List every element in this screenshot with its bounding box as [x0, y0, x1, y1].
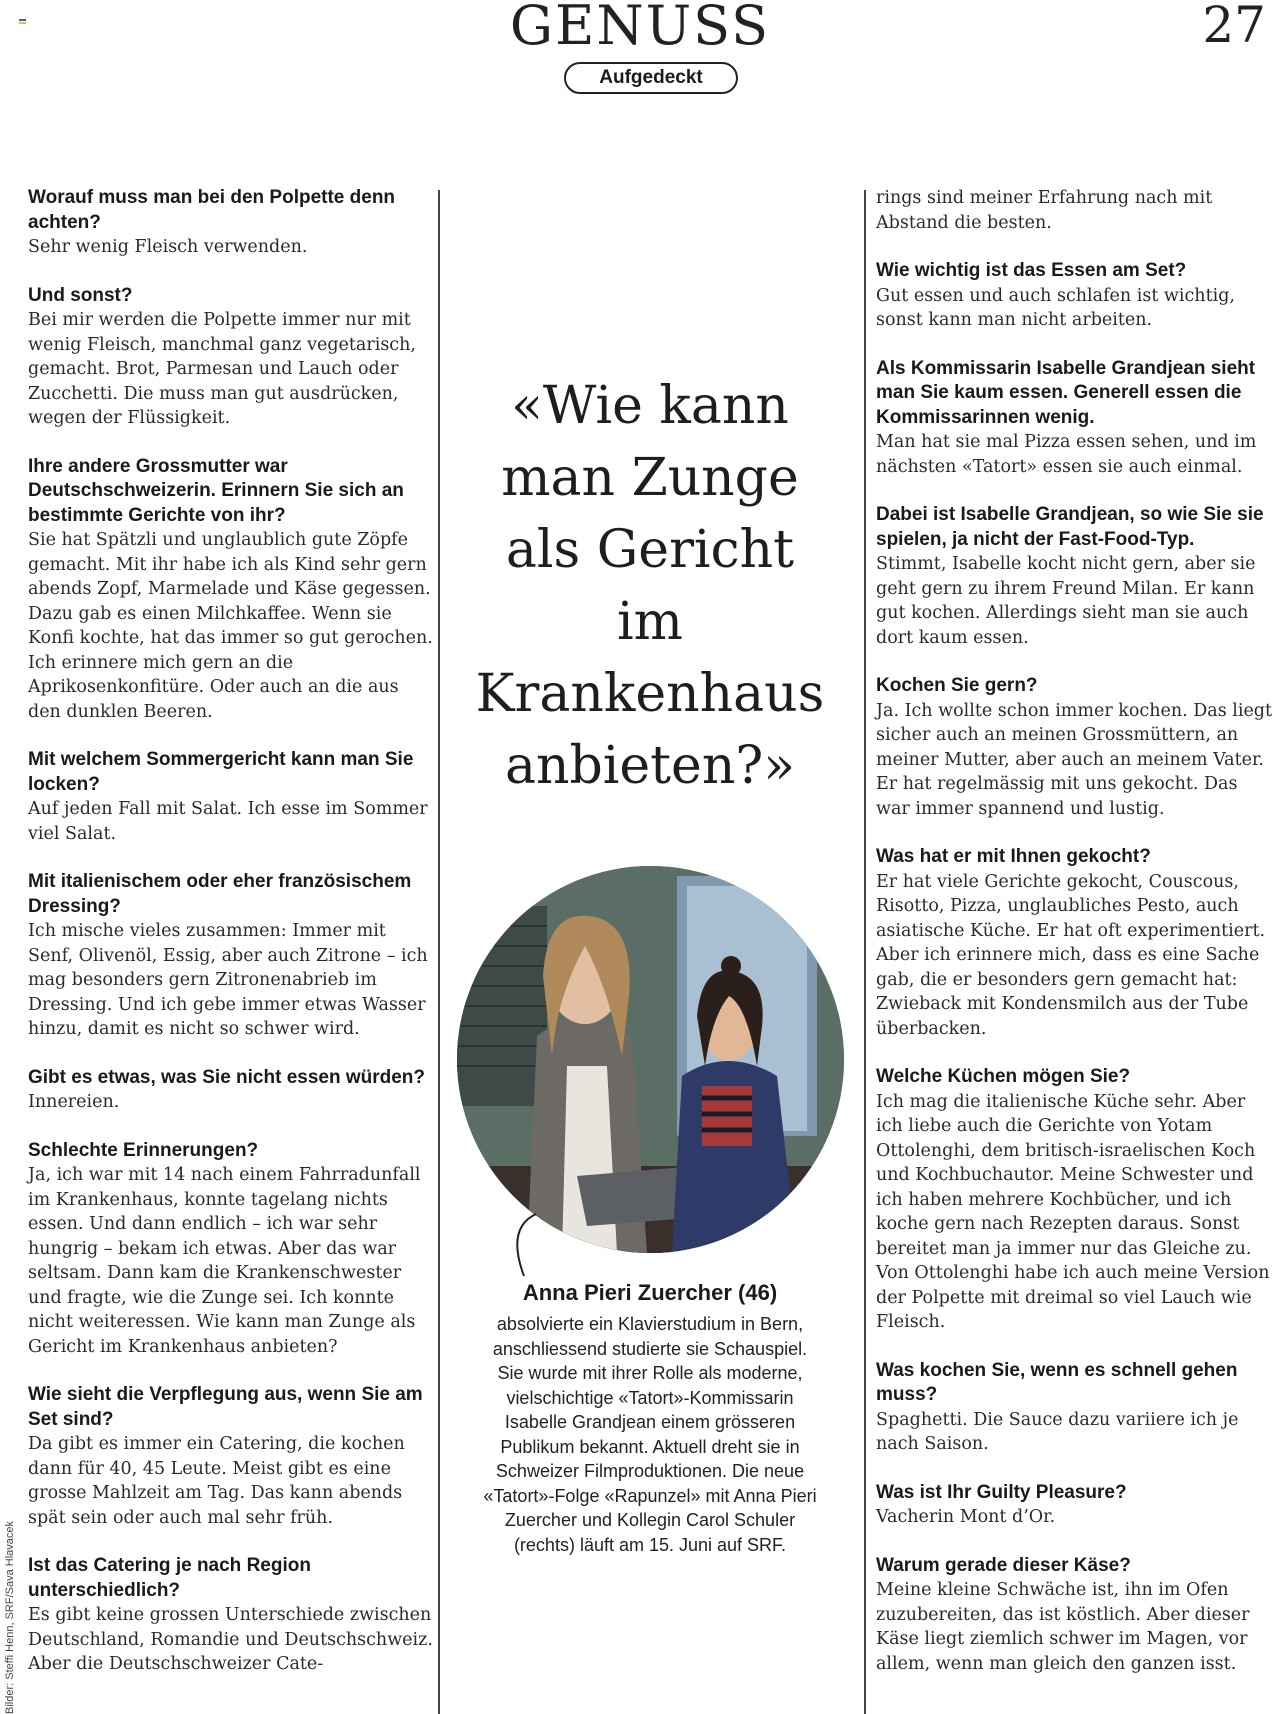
question: Wie wichtig ist das Essen am Set? [876, 260, 1187, 281]
qa-item [876, 674, 1276, 821]
left-column [28, 186, 436, 1677]
qa-item [876, 845, 1276, 1041]
section-tag: Aufgedeckt [564, 62, 738, 94]
answer: Er hat viele Gerichte gekocht, Couscous, Risotto, Pizza, unglaubliches Pesto, auch asiatische Küche. Er hat oft experimentiert. Aber ich erinnere mich, dass es eine Sache gab, die er besonders gern gemacht hat: Zwieback mit Kondensmilch aus der Tube überbacken. [876, 871, 1266, 1039]
qa-item [28, 186, 436, 260]
question: Was ist Ihr Guilty Pleasure? [876, 1481, 1127, 1503]
answer: Auf jeden Fall mit Salat. Ich esse im Sommer viel Salat. [28, 799, 428, 844]
question: Was hat er mit Ihnen gekocht? [876, 846, 1151, 867]
qa-item [876, 1554, 1276, 1677]
question: Ihre andere Grossmutter war Deutschschweizerin. Erinnern Sie sich an bestimmte Gerichte von ihr? [28, 455, 404, 526]
caption-name: Anna Pieri Zuercher (46) [522, 1280, 778, 1305]
answer: Es gibt keine grossen Unterschiede zwischen Deutschland, Romandie und Deutschschweiz. Aber die Deutschschweizer Cate- [28, 1605, 433, 1674]
answer: Vacherin Mont d’Or. [876, 1507, 1056, 1527]
caption-text: absolvierte ein Klavierstudium in Bern, anschliessend studierte sie Schauspiel. Sie wurde mit ihrer Rolle als moderne, vielschichtige «Tatort»-Kommissarin Isabelle Grandjean einem grösseren Publikum bekannt. Aktuell dreht sie in Schweizer Filmproduktionen. Die neue «Tatort»-Folge «Rapunzel» mit Anna Pieri Zuercher und Kollegin Carol Schuler (rechts) läuft am 15. Juni auf SRF. [483, 1314, 817, 1555]
qa-item [876, 1481, 1276, 1530]
question: Was kochen Sie, wenn es schnell gehen muss? [876, 1359, 1238, 1405]
qa-item [876, 1065, 1276, 1335]
qa-item [28, 1139, 436, 1360]
answer: Gut essen und auch schlafen ist wichtig, sonst kann man nicht arbeiten. [876, 285, 1235, 330]
portrait-photo [457, 866, 844, 1253]
question: Mit welchem Sommergericht kann man Sie locken? [28, 749, 414, 795]
qa-item [28, 1554, 436, 1677]
answer: Ich mag die italienische Küche sehr. Aber ich liebe auch die Gerichte von Yotam Ottolenghi, dem britisch-israelischen Koch und Kochbuchautor. Meine Schwester und ich haben mehrere Kochbücher, und ich koche gern nach Rezepten daraus. Sonst bereitet man ja immer nur das Gleiche zu. Von Ottolenghi habe ich auch meine Version der Polpette mit dreimal so viel Lauch wie Fleisch. [876, 1091, 1270, 1332]
answer: Stimmt, Isabelle kocht nicht gern, aber sie geht gern zu ihrem Freund Milan. Er kann gut kochen. Allerdings sieht man sie auch dort kaum essen. [876, 554, 1256, 648]
section-title: GENUSS [509, 0, 771, 57]
answer: Ja, ich war mit 14 nach einem Fahrradunfall im Krankenhaus, konnte tagelang nichts essen. Und dann endlich – ich war sehr hungrig – bekam ich etwas. Aber das war seltsam. Dann kam die Krankenschwester und fragte, wie die Zunge sei. Ich konnte nicht weiteressen. Wie kann man Zunge als Gericht im Krankenhaus anbieten? [28, 1165, 421, 1357]
qa-item [876, 1359, 1276, 1457]
question: Welche Küchen mögen Sie? [876, 1066, 1131, 1087]
answer: Ja. Ich wollte schon immer kochen. Das liegt sicher auch an meinen Grossmüttern, an meiner Mutter, aber auch an meinem Vater. Er hat regelmässig mit uns gekocht. Das war immer spannend und lustig. [876, 700, 1273, 819]
answer: Sie hat Spätzli und unglaublich gute Zöpfe gemacht. Mit ihr habe ich als Kind sehr gern abends Zopf, Marmelade und Käse gegessen. Dazu gab es einen Milchkaffee. Wenn sie Konfi kochte, hat das immer so gut gerochen. Ich erinnere mich gern an die Aprikosenkonfitüre. Oder auch an die aus den dunklen Beeren. [28, 530, 433, 722]
pull-quote: «Wie kann man Zunge als Gericht im Krankenhaus anbieten?» [475, 376, 825, 796]
question: Wie sieht die Verpflegung aus, wenn Sie am Set sind? [28, 1384, 423, 1430]
question: Dabei ist Isabelle Grandjean, so wie Sie sie spielen, ja nicht der Fast-Food-Typ. [876, 504, 1264, 550]
question: Gibt es etwas, was Sie nicht essen würden? [28, 1066, 426, 1088]
question: Und sonst? [28, 284, 133, 306]
question: Ist das Catering je nach Region unterschiedlich? [28, 1555, 311, 1601]
answer-continued: rings sind meiner Erfahrung nach mit Abstand die besten. [876, 188, 1213, 233]
qa-item [28, 1066, 436, 1115]
photo-credit: Bilder: Steffi Henn, SRF/Sava Hlavacek [4, 1521, 16, 1714]
answer: Sehr wenig Fleisch verwenden. [28, 237, 308, 257]
qa-item [28, 1383, 436, 1530]
qa-item [28, 284, 436, 431]
column-rule-left [438, 190, 440, 1714]
question: Worauf muss man bei den Polpette denn achten? [28, 187, 396, 233]
page-number: 27 [1202, 0, 1266, 54]
question: Mit italienischem oder eher französischem Dressing? [28, 871, 412, 917]
qa-item [876, 503, 1276, 650]
caption-pointer [500, 1210, 540, 1280]
answer: Man hat sie mal Pizza essen sehen, und im nächsten «Tatort» essen sie auch einmal. [876, 432, 1257, 477]
question: Schlechte Erinnerungen? [28, 1139, 259, 1161]
answer: Spaghetti. Die Sauce dazu variiere ich je nach Saison. [876, 1409, 1239, 1454]
column-rule-right [864, 190, 866, 1714]
question: Als Kommissarin Isabelle Grandjean sieht man Sie kaum essen. Generell essen die Kommissarinnen wenig. [876, 357, 1256, 428]
qa-item [876, 259, 1276, 333]
right-column [876, 186, 1276, 1676]
qa-item [28, 748, 436, 846]
qa-item [28, 455, 436, 725]
question: Warum gerade dieser Käse? [876, 1554, 1131, 1576]
answer: Bei mir werden die Polpette immer nur mit wenig Fleisch, manchmal ganz vegetarisch, gemacht. Brot, Parmesan und Lauch oder Zucchetti. Die muss man gut ausdrücken, wegen der Flüssigkeit. [28, 310, 416, 428]
answer: Da gibt es immer ein Catering, die kochen dann für 40, 45 Leute. Meist gibt es eine grosse Mahlzeit am Tag. Das kann abends spät sein oder auch mal sehr früh. [28, 1434, 405, 1528]
answer: Ich mische vieles zusammen: Immer mit Senf, Olivenöl, Essig, aber auch Zitrone – ich mag besonders gern Zitronenabrieb im Dressing. Und ich gebe immer etwas Wasser hinzu, damit es nicht so schwer wird. [28, 921, 428, 1039]
photo-illustration [457, 866, 844, 1253]
qa-item [28, 870, 436, 1042]
qa-item [876, 357, 1276, 480]
answer: Meine kleine Schwäche ist, ihn im Ofen zuzubereiten, das ist köstlich. Aber dieser Käse liegt ziemlich schwer im Magen, vor allem, wenn man gleich den ganzen isst. [876, 1580, 1250, 1674]
question: Kochen Sie gern? [876, 675, 1038, 696]
answer: Innereien. [28, 1092, 120, 1112]
